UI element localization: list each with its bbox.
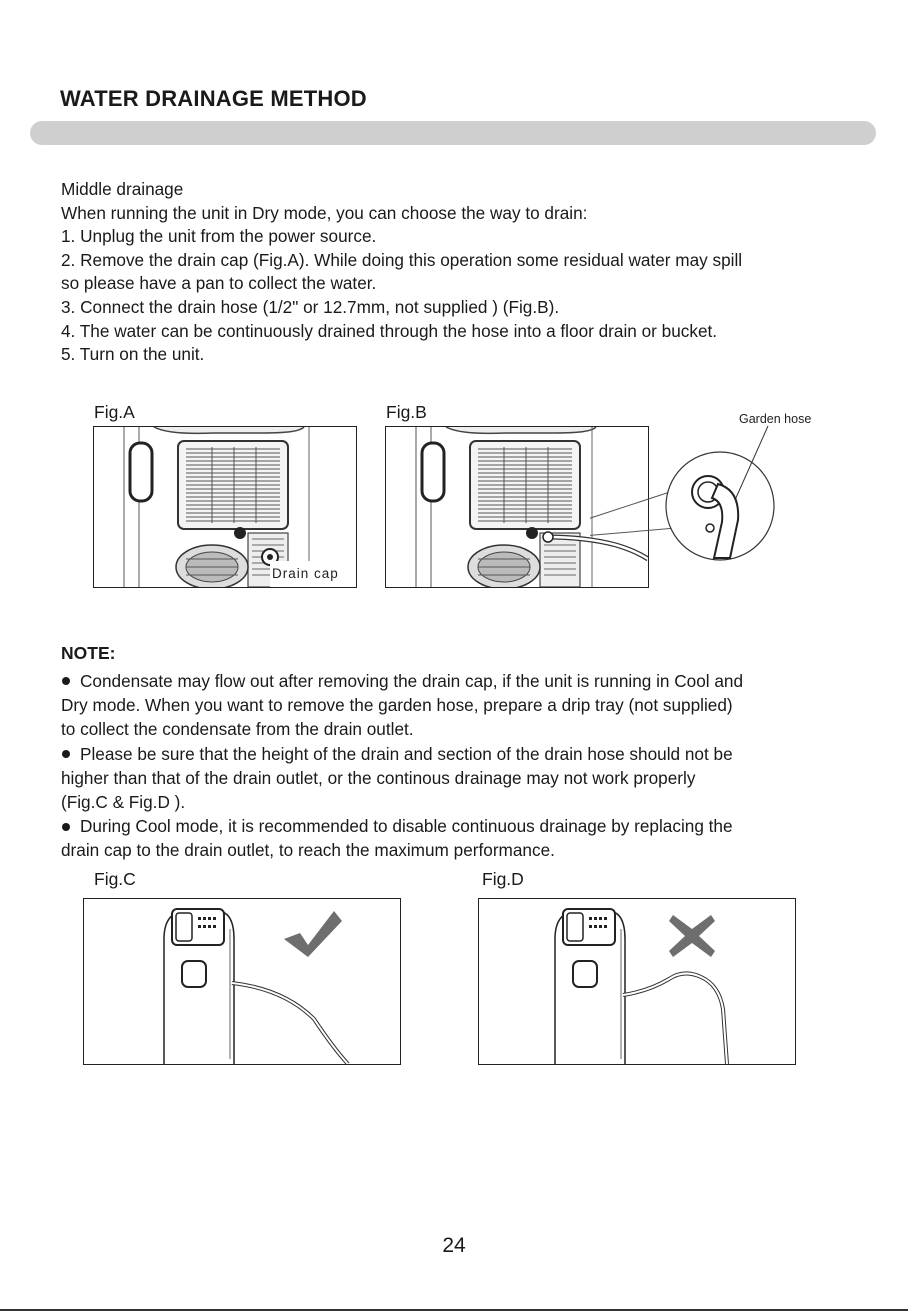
cross-mark-icon	[669, 915, 715, 957]
fig-a-illustration	[93, 426, 357, 588]
fig-b-label: Fig.B	[386, 402, 427, 422]
intro-line: 3. Connect the drain hose (1/2" or 12.7mm, not supplied ) (Fig.B).	[61, 296, 560, 317]
bullet-icon	[62, 823, 70, 831]
garden-hose-callout: Garden hose	[739, 412, 812, 426]
intro-line: 5. Turn on the unit.	[61, 344, 205, 365]
page-bottom-rule	[0, 1309, 908, 1311]
note-line: drain cap to the drain outlet, to reach the maximum performance.	[61, 840, 555, 861]
page-title: WATER DRAINAGE METHOD	[60, 86, 367, 111]
garden-hose-zoom-icon	[590, 420, 790, 580]
fig-c-illustration	[83, 898, 401, 1065]
bullet-icon	[62, 677, 70, 685]
intro-text	[61, 178, 861, 367]
drain-cap-callout: Drain cap	[272, 566, 339, 581]
intro-line: 1. Unplug the unit from the power source.	[61, 226, 377, 247]
fig-d-label: Fig.D	[482, 869, 524, 889]
intro-line: so please have a pan to collect the water.	[61, 273, 377, 294]
note-line: Please be sure that the height of the drain and section of the drain hose should not be	[80, 743, 733, 764]
intro-line: 2. Remove the drain cap (Fig.A). While doing this operation some residual water may spill	[61, 249, 743, 270]
page-number: 24	[442, 1234, 466, 1257]
note-line: During Cool mode, it is recommended to disable continuous drainage by replacing the	[80, 816, 733, 837]
intro-line: 4. The water can be continuously drained through the hose into a floor drain or bucket.	[61, 320, 718, 341]
fig-c-label: Fig.C	[94, 869, 136, 889]
note-line: Dry mode. When you want to remove the garden hose, prepare a drip tray (not supplied)	[61, 695, 733, 716]
fig-d-illustration	[478, 898, 796, 1065]
check-mark-icon	[282, 909, 344, 959]
title-band	[30, 121, 876, 145]
note-line: higher than that of the drain outlet, or the continous drainage may not work properly	[61, 767, 696, 788]
intro-line: Middle drainage	[61, 179, 184, 199]
note-text	[61, 669, 851, 863]
note-line: (Fig.C & Fig.D ).	[61, 792, 186, 813]
bullet-icon	[62, 750, 70, 758]
fig-a-label: Fig.A	[94, 402, 135, 422]
note-heading: NOTE:	[61, 643, 116, 663]
note-line: to collect the condensate from the drain outlet.	[61, 719, 414, 740]
intro-line: When running the unit in Dry mode, you can choose the way to drain:	[61, 202, 588, 223]
note-line: Condensate may flow out after removing the drain cap, if the unit is running in Cool and	[80, 671, 744, 691]
